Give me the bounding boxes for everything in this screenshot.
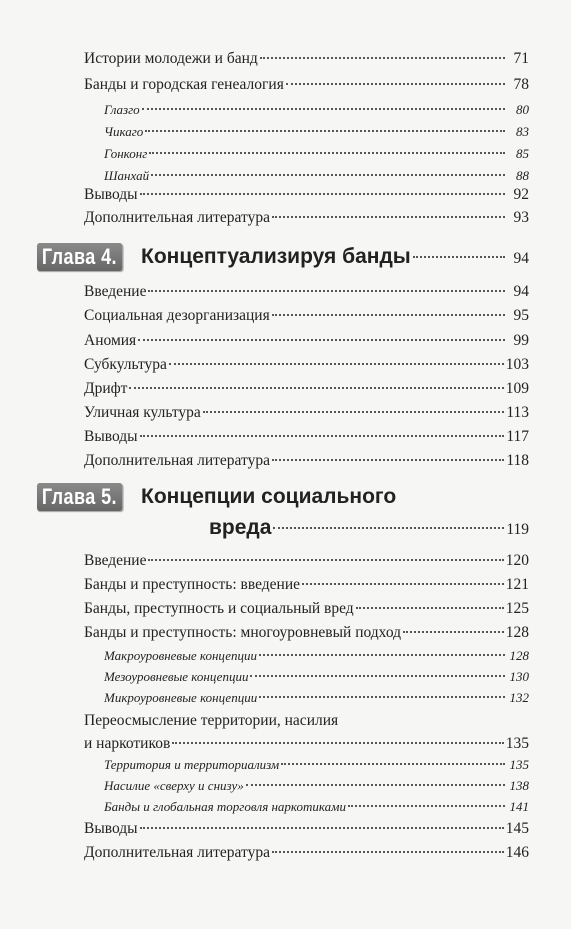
toc-entry-title: Дополнительная литература: [84, 452, 270, 469]
toc-entry-page: 109: [505, 380, 529, 397]
toc-entry-title: Территория и территориализм: [104, 757, 280, 772]
toc-entry-title: Дополнительная литература: [84, 844, 270, 861]
toc-entry: [84, 305, 529, 327]
dot-leader: [246, 784, 505, 786]
toc-entry-title: Насилие «сверху и снизу»: [104, 778, 244, 793]
toc-subentry: [104, 797, 529, 817]
dot-leader: [260, 57, 505, 59]
toc-entry-title: Дополнительная литература: [84, 209, 270, 226]
toc-subentry: [104, 755, 529, 775]
toc-entry-title: Гонконг: [104, 146, 148, 161]
toc-subentry: [104, 646, 529, 666]
toc-entry: [84, 330, 529, 352]
chapter-title: Концепции социального: [141, 485, 397, 508]
toc-entry-title: Введение: [84, 552, 147, 569]
toc-entry-title: Глазго: [104, 102, 140, 117]
dot-leader: [140, 827, 504, 829]
toc-entry-title: Мезоуровневые концепции: [104, 669, 249, 684]
toc-entry: [84, 426, 529, 448]
chapter-title: Концептуализируя банды: [141, 245, 411, 268]
toc-entry-page: 125: [505, 600, 529, 617]
toc-entry: [84, 354, 529, 376]
toc-entry-title: Истории молодежи и банд: [84, 50, 258, 67]
toc-entry-page: 83: [516, 124, 529, 139]
chapter-title-line: [209, 514, 529, 542]
toc-entry-page: 85: [516, 146, 529, 161]
dot-leader: [259, 696, 505, 698]
toc-entry-title-line1: Переосмысление территории, насилия: [84, 712, 339, 729]
toc-entry-page: 103: [505, 356, 529, 373]
dot-leader: [203, 411, 505, 413]
dot-leader: [286, 83, 505, 85]
chapter-title-cont: вреда: [209, 516, 272, 539]
toc-entry-page: 132: [509, 690, 529, 705]
toc-entry: [84, 48, 529, 70]
toc-entry-page: 88: [516, 168, 529, 183]
toc-subentry: [104, 144, 529, 164]
dot-leader: [138, 339, 505, 341]
toc-entry-title: Микроуровневые концепции: [104, 690, 258, 705]
toc-entry-title: Уличная культура: [84, 404, 201, 421]
chapter-badge: Глава 4.: [37, 243, 122, 271]
chapter-4-heading: [37, 243, 529, 273]
toc-entry-page: 120: [505, 552, 529, 569]
toc-entry-title: Банды и глобальная торговля наркотиками: [104, 799, 346, 814]
toc-entry-page: 135: [509, 757, 529, 772]
dot-leader: [148, 559, 503, 561]
dot-leader: [259, 654, 505, 656]
dot-leader: [281, 763, 505, 765]
toc-entry-page: 93: [513, 209, 529, 226]
dot-leader: [169, 363, 504, 365]
toc-entry: [84, 818, 529, 840]
dot-leader: [272, 851, 504, 853]
toc-entry-title: Банды и городская генеалогия: [84, 76, 284, 93]
toc-entry-title: Шанхай: [104, 168, 150, 183]
toc-entry-page: 138: [509, 778, 529, 793]
dot-leader: [140, 435, 505, 437]
toc-subentry: [104, 688, 529, 708]
toc-entry: [84, 550, 529, 572]
toc-entry-page: 95: [513, 307, 529, 324]
toc-entry-page: 113: [506, 404, 529, 421]
toc-entry-title: Выводы: [84, 820, 138, 837]
toc-entry-title: Социальная дезорганизация: [84, 307, 270, 324]
toc-entry: [84, 184, 529, 206]
toc-entry-title: Выводы: [84, 428, 138, 445]
chapter-page: 94: [513, 250, 529, 267]
chapter-title-line: [141, 243, 529, 271]
toc-entry: [84, 733, 529, 755]
toc-entry-page: 92: [513, 186, 529, 203]
toc-entry-title: Введение: [84, 283, 147, 300]
toc-entry: [84, 74, 529, 96]
toc-entry-title: Чикаго: [104, 124, 144, 139]
dot-leader: [272, 459, 504, 461]
toc-entry-page: 71: [513, 50, 529, 67]
toc-entry-page: 141: [509, 799, 529, 814]
dot-leader: [149, 152, 505, 154]
toc-entry-page: 135: [505, 735, 529, 752]
toc-entry-page: 78: [513, 76, 529, 93]
toc-subentry: [104, 100, 529, 120]
dot-leader: [272, 314, 505, 316]
dot-leader: [403, 631, 504, 633]
toc-entry-page: 128: [509, 648, 529, 663]
toc-entry-title: Аномия: [84, 332, 137, 349]
toc-entry: [84, 207, 529, 229]
toc-entry-title: Дрифт: [84, 380, 128, 397]
toc-subentry: [104, 122, 529, 142]
toc-entry-title: Банды и преступность: введение: [84, 576, 301, 593]
toc-entry-page: 128: [505, 624, 529, 641]
toc-entry-page: 146: [505, 844, 529, 861]
toc-entry-page: 130: [509, 669, 529, 684]
chapter-5-heading: [37, 483, 529, 545]
toc-entry: [84, 402, 529, 424]
toc-subentry: [104, 776, 529, 796]
toc-entry-page: 121: [505, 576, 529, 593]
toc-entry-title: Банды и преступность: многоуровневый подход: [84, 624, 402, 641]
dot-leader: [413, 256, 505, 258]
toc-entry: [84, 622, 529, 644]
chapter-page: 119: [506, 521, 529, 538]
toc-subentry: [104, 166, 529, 186]
chapter-badge: Глава 5.: [37, 483, 122, 511]
dot-leader: [348, 805, 505, 807]
toc-entry-page: 118: [506, 452, 529, 469]
toc-entry: [84, 574, 529, 596]
toc-entry: [84, 378, 529, 400]
toc-entry-page: 94: [513, 283, 529, 300]
dot-leader: [140, 193, 505, 195]
dot-leader: [250, 675, 505, 677]
dot-leader: [356, 607, 504, 609]
toc-entry-title: Выводы: [84, 186, 138, 203]
toc-entry: [84, 598, 529, 620]
dot-leader: [151, 174, 505, 176]
dot-leader: [302, 583, 504, 585]
toc-entry-title: Банды, преступность и социальный вред: [84, 600, 354, 617]
toc-entry: [84, 450, 529, 472]
toc-entry-title: Макроуровневые концепции: [104, 648, 258, 663]
dot-leader: [142, 108, 505, 110]
dot-leader: [145, 130, 505, 132]
toc-subentry: [104, 667, 529, 687]
toc-entry-page: 117: [506, 428, 529, 445]
dot-leader: [273, 527, 504, 529]
toc-entry-title: и наркотиков: [84, 735, 171, 752]
dot-leader: [172, 742, 503, 744]
dot-leader: [148, 290, 505, 292]
toc-entry-page: 99: [513, 332, 529, 349]
dot-leader: [272, 216, 505, 218]
dot-leader: [129, 387, 503, 389]
toc-entry: [84, 842, 529, 864]
toc-entry: [84, 281, 529, 303]
toc-entry-title: Субкультура: [84, 356, 167, 373]
toc-entry-page: 80: [516, 102, 529, 117]
toc-entry-page: 145: [505, 820, 529, 837]
